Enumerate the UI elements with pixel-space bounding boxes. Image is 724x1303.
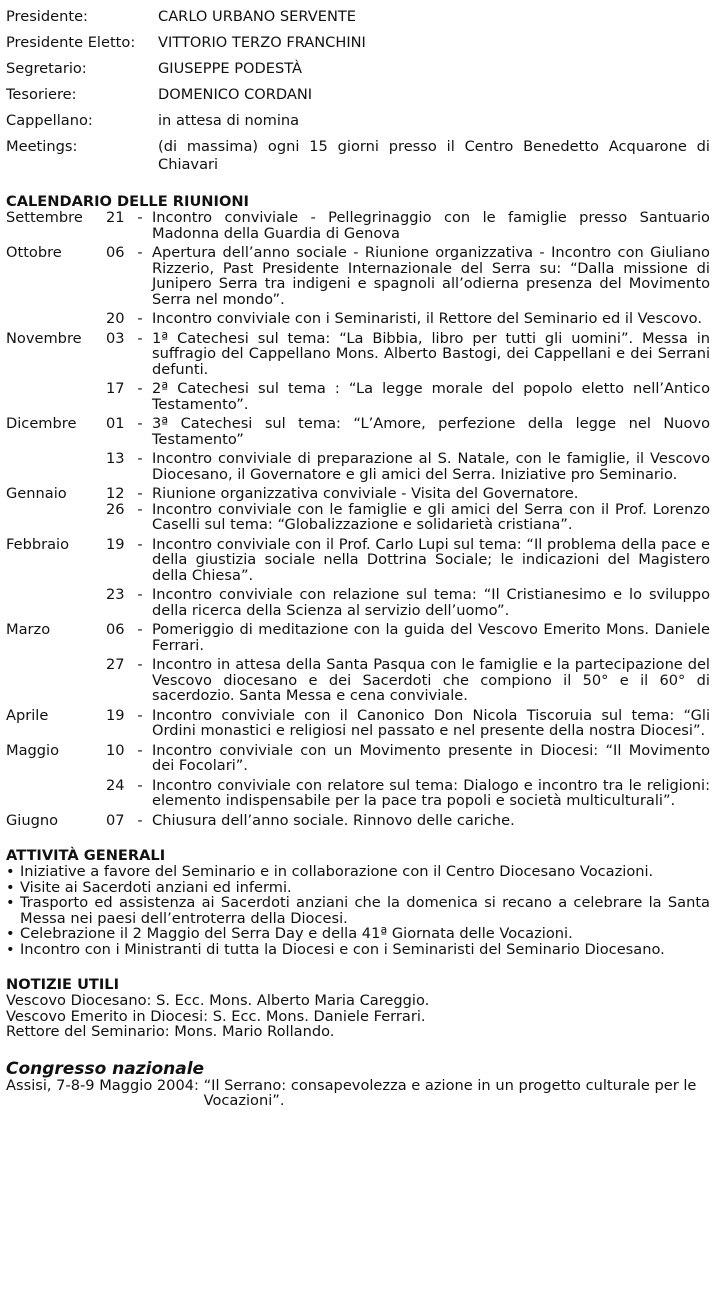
congress-place: Assisi, 7-8-9 Maggio 2004: bbox=[6, 1076, 204, 1094]
calendar-month bbox=[6, 778, 106, 809]
officer-value: (di massima) ogni 15 giorni presso il Centro Benedetto Acquarone di Chiavari bbox=[158, 138, 710, 173]
calendar-dash: - bbox=[137, 485, 143, 502]
calendar-entry bbox=[6, 311, 710, 327]
calendar-text: Incontro conviviale - Pellegrinaggio con le famiglie presso Santuario Madonna della Guardia di Genova bbox=[152, 209, 710, 242]
calendar-day: 12 bbox=[106, 485, 125, 502]
list-item bbox=[6, 942, 710, 958]
calendar-heading: CALENDARIO DELLE RIUNIONI bbox=[6, 193, 249, 210]
calendar-dash: - bbox=[137, 811, 143, 829]
note-line: Vescovo Emerito in Diocesi: S. Ecc. Mons. Daniele Ferrari. bbox=[6, 1007, 426, 1025]
calendar-month bbox=[6, 381, 106, 412]
officer-row bbox=[6, 112, 710, 130]
calendar-month: Giugno bbox=[6, 811, 59, 829]
calendar-month: Marzo bbox=[6, 621, 51, 638]
calendar-entry bbox=[6, 486, 710, 502]
calendar-text: 1ª Catechesi sul tema: “La Bibbia, libro per tutti gli uomini”. Messa in suffragio del Cappellano Mons. Alberto Bastogi, dei Cappellani e dei Serrani defunti. bbox=[152, 329, 710, 378]
notes-heading: NOTIZIE UTILI bbox=[6, 976, 120, 993]
calendar-dash: - bbox=[137, 776, 143, 794]
calendar-dash: - bbox=[137, 741, 143, 759]
officer-row bbox=[6, 138, 710, 174]
calendar-text: Incontro in attesa della Santa Pasqua con le famiglie e la partecipazione del Vescovo diocesano e dei Sacerdoti che compiono il 50° e il 60° di sacerdozio. Santa Messa e cena conviviale. bbox=[152, 656, 710, 704]
list-item-text: Celebrazione il 2 Maggio del Serra Day e della 41ª Giornata delle Vocazioni. bbox=[20, 925, 573, 942]
calendar-day: 23 bbox=[106, 586, 125, 603]
calendar-day: 19 bbox=[106, 535, 125, 553]
calendar-month: Ottobre bbox=[6, 244, 62, 261]
officer-label: Presidente: bbox=[6, 8, 88, 25]
calendar-day: 19 bbox=[106, 706, 125, 724]
calendar-text: Pomeriggio di meditazione con la guida del Vescovo Emerito Mons. Daniele Ferrari. bbox=[152, 621, 710, 654]
officer-value: GIUSEPPE PODESTÀ bbox=[158, 60, 303, 77]
calendar-dash: - bbox=[137, 656, 143, 673]
bullet: • bbox=[6, 894, 15, 911]
congress-text: “Il Serrano: consapevolezza e azione in un progetto culturale per le Vocazioni”. bbox=[203, 1076, 697, 1109]
calendar-entry bbox=[6, 778, 710, 809]
calendar-entry bbox=[6, 381, 710, 412]
calendar-month: Gennaio bbox=[6, 485, 67, 502]
calendar-dash: - bbox=[137, 706, 143, 724]
calendar-entry bbox=[6, 743, 710, 774]
bullet: • bbox=[6, 940, 15, 958]
general-list bbox=[6, 864, 710, 957]
calendar-day: 26 bbox=[106, 500, 125, 518]
calendar-text: Apertura dell’anno sociale - Riunione organizzativa - Incontro con Giuliano Rizzerio, Past Presidente Internazionale del Serra su: “Dalla missione di Junipero Serra tra indigeni e spagnoli all’odierna presenza del Movimento Serra nel mondo”. bbox=[152, 244, 710, 308]
calendar-entry bbox=[6, 813, 710, 829]
calendar-month bbox=[6, 657, 106, 704]
calendar-dash: - bbox=[137, 209, 143, 226]
calendar-text: 2ª Catechesi sul tema : “La legge morale del popolo eletto nell’Antico Testamento”. bbox=[152, 380, 710, 413]
bullet: • bbox=[6, 863, 15, 880]
calendar-text: Incontro conviviale con il Canonico Don Nicola Tiscoruia sul tema: “Gli Ordini monastici e religiosi nel passato e nel presente della nostra Diocesi”. bbox=[152, 706, 710, 739]
note-line: Rettore del Seminario: Mons. Mario Rollando. bbox=[6, 1023, 335, 1040]
calendar-entry bbox=[6, 537, 710, 584]
congress-entry bbox=[6, 1078, 710, 1109]
calendar-month: Novembre bbox=[6, 329, 82, 347]
calendar-month: Maggio bbox=[6, 741, 60, 759]
calendar-day: 17 bbox=[106, 380, 125, 397]
officer-label: Cappellano: bbox=[6, 112, 93, 129]
calendar-entry bbox=[6, 622, 710, 653]
calendar-month: Settembre bbox=[6, 209, 83, 226]
calendar-dash: - bbox=[137, 415, 143, 432]
calendar-month: Febbraio bbox=[6, 535, 70, 553]
officer-row bbox=[6, 60, 710, 78]
calendar-entry bbox=[6, 502, 710, 533]
calendar-text: Incontro conviviale con relazione sul tema: “Il Cristianesimo e lo sviluppo della ricerca della Scienza al servizio dell’uomo”. bbox=[152, 586, 710, 619]
calendar-day: 21 bbox=[106, 209, 125, 226]
calendar-dash: - bbox=[137, 621, 143, 638]
list-item-text: Visite ai Sacerdoti anziani ed infermi. bbox=[20, 878, 292, 896]
calendar-entry bbox=[6, 708, 710, 739]
note-line: Vescovo Diocesano: S. Ecc. Mons. Alberto Maria Careggio. bbox=[6, 992, 430, 1009]
officer-value: DOMENICO CORDANI bbox=[158, 86, 313, 103]
calendar-dash: - bbox=[137, 380, 143, 397]
officer-label: Meetings: bbox=[6, 138, 78, 155]
calendar-day: 24 bbox=[106, 776, 125, 794]
calendar-dash: - bbox=[137, 310, 143, 327]
list-item-text: Incontro con i Ministranti di tutta la Diocesi e con i Seminaristi del Seminario Diocesano. bbox=[20, 940, 665, 958]
calendar-list bbox=[6, 210, 710, 828]
officer-row bbox=[6, 86, 710, 104]
calendar-text: Incontro conviviale di preparazione al S. Natale, con le famiglie, il Vescovo Diocesano, il Governatore e gli amici del Serra. Iniziative pro Seminario. bbox=[152, 450, 710, 483]
calendar-month bbox=[6, 451, 106, 482]
officer-value: VITTORIO TERZO FRANCHINI bbox=[158, 34, 366, 51]
notes-list bbox=[6, 993, 710, 1040]
calendar-day: 06 bbox=[106, 621, 125, 638]
calendar-month bbox=[6, 502, 106, 533]
list-item-text: Iniziative a favore del Seminario e in collaborazione con il Centro Diocesano Vocazioni. bbox=[20, 863, 654, 880]
calendar-entry bbox=[6, 451, 710, 482]
officer-row bbox=[6, 34, 710, 52]
list-item bbox=[6, 895, 710, 926]
calendar-day: 27 bbox=[106, 656, 125, 673]
calendar-entry bbox=[6, 331, 710, 378]
calendar-dash: - bbox=[137, 450, 143, 467]
calendar-dash: - bbox=[137, 586, 143, 603]
list-item-text: Trasporto ed assistenza ai Sacerdoti anziani che la domenica si recano a celebrare la Santa Messa nei paesi dell’entroterra della Diocesi. bbox=[20, 894, 710, 927]
calendar-day: 03 bbox=[106, 329, 125, 347]
officer-label: Segretario: bbox=[6, 60, 87, 77]
calendar-text: Incontro conviviale con le famiglie e gli amici del Serra con il Prof. Lorenzo Caselli sul tema: “Globalizzazione e solidarietà cristiana”. bbox=[152, 500, 710, 533]
calendar-day: 01 bbox=[106, 415, 125, 432]
bullet: • bbox=[6, 925, 15, 942]
officer-label: Tesoriere: bbox=[6, 86, 77, 103]
calendar-text: 3ª Catechesi sul tema: “L’Amore, perfezione della legge nel Nuovo Testamento” bbox=[152, 415, 710, 448]
calendar-month bbox=[6, 587, 106, 618]
calendar-month bbox=[6, 311, 106, 327]
officer-row bbox=[6, 8, 710, 26]
officers-list bbox=[6, 8, 710, 174]
general-heading: ATTIVITÀ GENERALI bbox=[6, 847, 166, 864]
bullet: • bbox=[6, 878, 15, 896]
calendar-day: 13 bbox=[106, 450, 125, 467]
calendar-day: 06 bbox=[106, 244, 125, 261]
calendar-text: Incontro conviviale con un Movimento presente in Diocesi: “Il Movimento dei Focolari”. bbox=[152, 741, 710, 774]
calendar-text: Incontro conviviale con i Seminaristi, il Rettore del Seminario ed il Vescovo. bbox=[152, 310, 702, 327]
calendar-text: Riunione organizzativa conviviale - Visita del Governatore. bbox=[152, 485, 579, 502]
calendar-entry bbox=[6, 416, 710, 447]
list-item bbox=[6, 880, 710, 896]
calendar-day: 07 bbox=[106, 811, 125, 829]
calendar-text: Chiusura dell’anno sociale. Rinnovo delle cariche. bbox=[152, 811, 515, 829]
calendar-entry bbox=[6, 587, 710, 618]
calendar-day: 10 bbox=[106, 741, 125, 759]
list-item bbox=[6, 864, 710, 880]
calendar-entry bbox=[6, 210, 710, 241]
calendar-dash: - bbox=[137, 244, 143, 261]
calendar-dash: - bbox=[137, 500, 143, 518]
calendar-text: Incontro conviviale con il Prof. Carlo Lupi sul tema: “Il problema della pace e della giustizia sociale nella Dottrina Sociale; le indicazioni del Magistero della Chiesa”. bbox=[152, 535, 710, 584]
officer-value: in attesa di nomina bbox=[158, 112, 300, 129]
calendar-month: Aprile bbox=[6, 706, 49, 724]
officer-label: Presidente Eletto: bbox=[6, 34, 136, 51]
calendar-month: Dicembre bbox=[6, 415, 77, 432]
calendar-day: 20 bbox=[106, 310, 125, 327]
calendar-dash: - bbox=[137, 535, 143, 553]
calendar-entry bbox=[6, 245, 710, 307]
calendar-text: Incontro conviviale con relatore sul tema: Dialogo e incontro tra le religioni: elemento indispensabile per la pace tra popoli e società multiculturali”. bbox=[152, 776, 710, 809]
congress-heading: Congresso nazionale bbox=[6, 1058, 205, 1079]
list-item bbox=[6, 926, 710, 942]
officer-value: CARLO URBANO SERVENTE bbox=[158, 8, 356, 25]
calendar-entry bbox=[6, 657, 710, 704]
calendar-dash: - bbox=[137, 329, 143, 347]
